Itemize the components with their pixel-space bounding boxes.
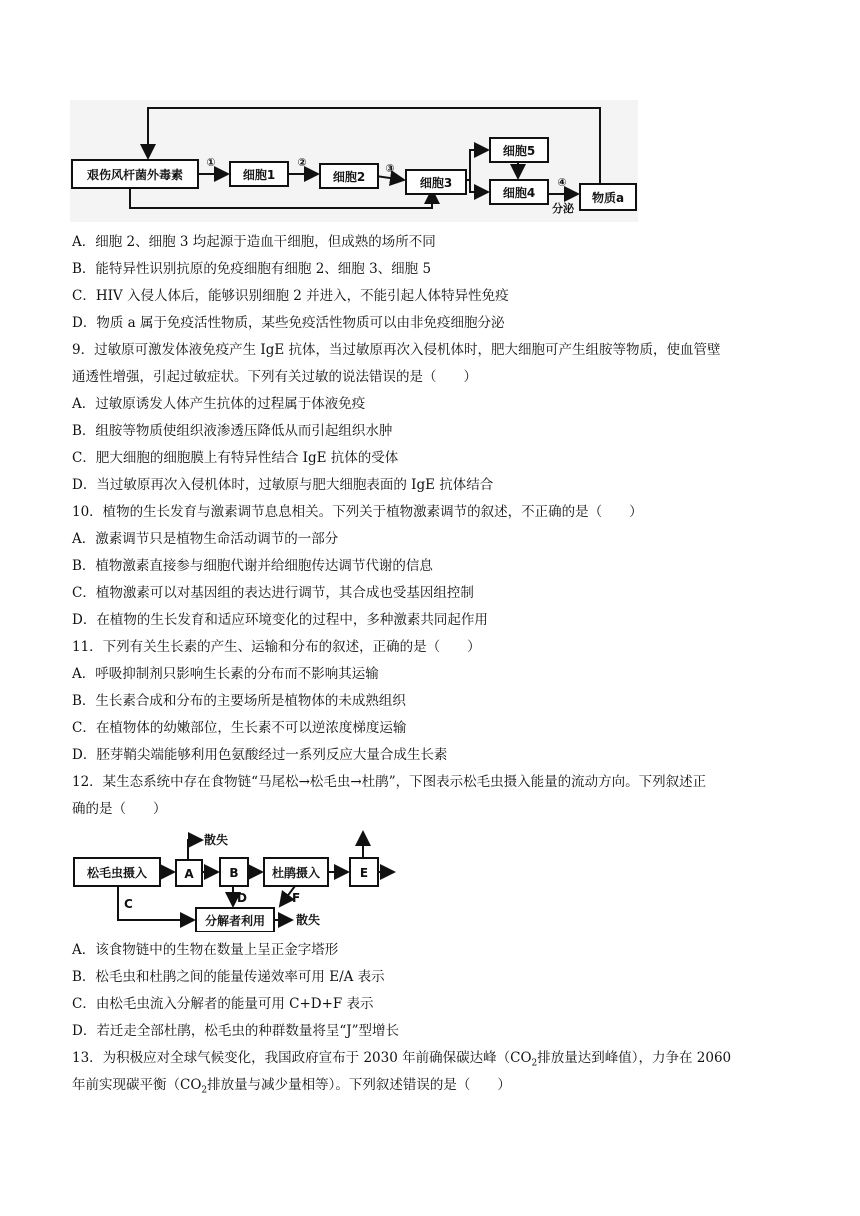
cuckoo-label: 杜鹃摄入	[271, 866, 321, 880]
d-label: D	[237, 891, 247, 905]
q9-option-b: B．组胺等物质使组织液渗透压降低从而引起组织水肿	[72, 423, 393, 439]
step2-label: ②	[297, 156, 307, 169]
toxin-label: 艰伤风杆菌外毒素	[86, 168, 184, 182]
q11-stem: 11．下列有关生长素的产生、运输和分布的叙述，正确的是（ ）	[72, 639, 481, 655]
q10-option-c: C．植物激素可以对基因组的表达进行调节，其合成也受基因组控制	[72, 585, 474, 601]
lost-label-1: 散失	[204, 833, 229, 847]
immune-diagram	[70, 100, 638, 222]
q12-option-c: C．由松毛虫流入分解者的能量可用 C+D+F 表示	[72, 996, 374, 1012]
q10-stem: 10．植物的生长发育与激素调节息息相关。下列关于植物激素调节的叙述，不正确的是（ ）	[72, 504, 643, 520]
q10-option-d: D．在植物的生长发育和适应环境变化的过程中，多种激素共同起作用	[72, 612, 488, 628]
q8-option-a: A．细胞 2、细胞 3 均起源于造血干细胞，但成熟的场所不同	[72, 234, 436, 250]
q9-option-c: C．肥大细胞的细胞膜上有特异性结合 IgE 抗体的受体	[72, 450, 399, 466]
energy-flow-diagram	[70, 822, 400, 932]
intake-label: 松毛虫摄入	[86, 866, 148, 880]
q9-option-a: A．过敏原诱发人体产生抗体的过程属于体液免疫	[72, 396, 366, 412]
q12-option-b: B．松毛虫和杜鹃之间的能量传递效率可用 E/A 表示	[72, 969, 385, 985]
q11-option-a: A．呼吸抑制剂只影响生长素的分布而不影响其运输	[72, 666, 379, 682]
cell2-label: 细胞2	[332, 170, 366, 184]
cell5-label: 细胞5	[502, 144, 536, 158]
q12-option-d: D．若迁走全部杜鹃，松毛虫的种群数量将呈“J”型增长	[72, 1023, 400, 1039]
q9-stem-line2: 通透性增强，引起过敏症状。下列有关过敏的说法错误的是（ ）	[72, 369, 477, 385]
q11-option-c: C．在植物体的幼嫩部位，生长素不可以逆浓度梯度运输	[72, 720, 407, 736]
cell1-label: 细胞1	[242, 168, 276, 182]
secrete-label: 分泌	[552, 202, 574, 215]
q10-option-b: B．植物激素直接参与细胞代谢并给细胞传达调节代谢的信息	[72, 558, 433, 574]
q9-stem-line1: 9．过敏原可激发体液免疫产生 IgE 抗体，当过敏原再次入侵机体时，肥大细胞可产生组胺等物质，使血管壁	[72, 342, 721, 358]
q13-stem-line1: 13．为积极应对全球气候变化，我国政府宣布于 2030 年前确保碳达峰（$CO_2$排放量达到峰值），力争在 2060	[72, 1050, 732, 1069]
c-label: C	[124, 897, 133, 911]
q10-option-a: A．激素调节只是植物生命活动调节的一部分	[72, 531, 339, 547]
step4-label: ④	[557, 176, 567, 189]
q8-option-d: D．物质 a 属于免疫活性物质，某些免疫活性物质可以由非免疫细胞分泌	[72, 315, 505, 331]
step1-label: ①	[206, 156, 216, 169]
substance-a-label: 物质a	[591, 191, 625, 205]
q11-option-b: B．生长素合成和分布的主要场所是植物体的未成熟组织	[72, 693, 406, 709]
cell3-label: 细胞3	[419, 176, 453, 190]
cell4-label: 细胞4	[502, 186, 536, 200]
step3-label: ③	[385, 162, 395, 175]
decomposer-label: 分解者利用	[204, 914, 266, 928]
q12-stem-line1: 12．某生态系统中存在食物链“马尾松→松毛虫→杜鹃”，下图表示松毛虫摄入能量的流动方向。下列叙述正	[72, 774, 707, 790]
lost-label-2: 散失	[296, 913, 321, 927]
q12-option-a: A．该食物链中的生物在数量上呈正金字塔形	[72, 942, 339, 958]
q9-option-d: D．当过敏原再次入侵机体时，过敏原与肥大细胞表面的 IgE 抗体结合	[72, 477, 494, 493]
q8-option-c: C．HIV 入侵人体后，能够识别细胞 2 并进入，不能引起人体特异性免疫	[72, 288, 509, 304]
q8-option-b: B．能特异性识别抗原的免疫细胞有细胞 2、细胞 3、细胞 5	[72, 261, 432, 277]
q12-stem-line2: 确的是（ ）	[72, 801, 167, 817]
f-label: F	[292, 891, 301, 905]
q11-option-d: D．胚芽鞘尖端能够利用色氨酸经过一系列反应大量合成生长素	[72, 747, 448, 763]
q13-stem-line2: 年前实现碳平衡（$CO_2$排放量与减少量相等）。下列叙述错误的是（ ）	[72, 1077, 511, 1096]
a-label: A	[184, 867, 194, 881]
b-label: B	[229, 866, 239, 880]
e-label: E	[359, 866, 369, 880]
